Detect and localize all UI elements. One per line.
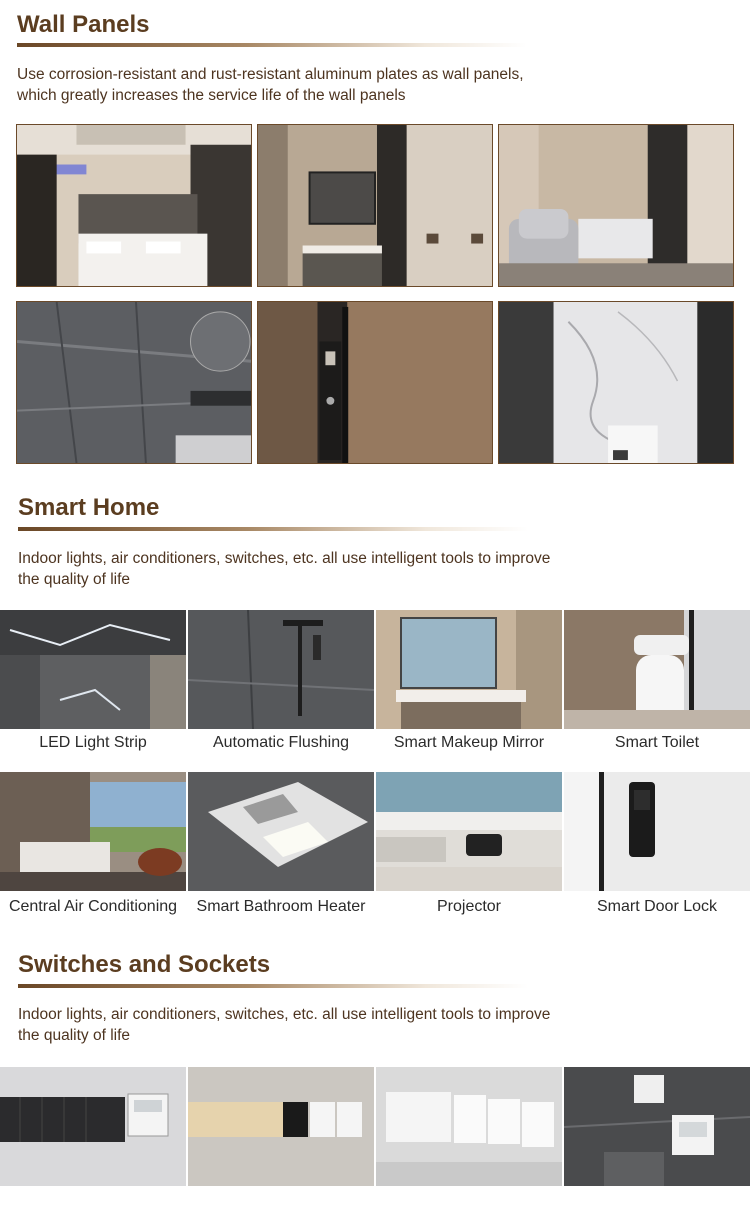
smart-home-title: Smart Home	[18, 494, 160, 521]
smart-bathroom-heater-photo	[188, 772, 374, 891]
bedroom-photo	[16, 124, 252, 287]
switches-sockets-title: Switches and Sockets	[18, 951, 271, 978]
wall-panels-title: Wall Panels	[17, 11, 150, 38]
marble-bathroom-photo	[16, 301, 252, 464]
projector-label: Projector	[436, 898, 502, 915]
dark-switch-panel-photo	[0, 1067, 186, 1186]
white-switch-panel-photo	[376, 1067, 562, 1186]
smart-toilet-photo	[564, 610, 750, 729]
central-air-conditioning-label: Central Air Conditioning	[8, 898, 178, 915]
vanity-photo	[257, 124, 493, 287]
lounge-photo	[498, 124, 734, 287]
projector-photo	[376, 772, 562, 891]
central-air-conditioning-photo	[0, 772, 186, 891]
wall-panels-description-1: Use corrosion-resistant and rust-resistant aluminum plates as wall panels,	[17, 66, 524, 83]
led-light-strip-photo	[0, 610, 186, 729]
smart-bathroom-heater-label: Smart Bathroom Heater	[196, 898, 366, 915]
white-marble-photo	[498, 301, 734, 464]
automatic-flushing-label: Automatic Flushing	[212, 734, 350, 751]
socket-thermostat-photo	[564, 1067, 750, 1186]
smart-home-title-rule	[18, 527, 528, 531]
smart-home-description-2: the quality of life	[18, 571, 131, 588]
smart-makeup-mirror-label: Smart Makeup Mirror	[393, 734, 545, 751]
smart-door-lock-photo	[564, 772, 750, 891]
smart-makeup-mirror-photo	[376, 610, 562, 729]
wall-panels-description-2: which greatly increases the service life of the wall panels	[17, 87, 406, 104]
switches-sockets-description-2: the quality of life	[18, 1027, 131, 1044]
automatic-flushing-photo	[188, 610, 374, 729]
wall-panels-title-rule	[17, 43, 527, 47]
smart-home-description-1: Indoor lights, air conditioners, switches, etc. all use intelligent tools to improve	[18, 550, 551, 567]
gold-switch-panel-photo	[188, 1067, 374, 1186]
smart-toilet-label: Smart Toilet	[614, 734, 700, 751]
smart-door-lock-label: Smart Door Lock	[596, 898, 718, 915]
switches-sockets-title-rule	[18, 984, 528, 988]
led-light-strip-label: LED Light Strip	[39, 734, 147, 751]
shower-panel-photo	[257, 301, 493, 464]
switches-sockets-description-1: Indoor lights, air conditioners, switches, etc. all use intelligent tools to improve	[18, 1006, 551, 1023]
